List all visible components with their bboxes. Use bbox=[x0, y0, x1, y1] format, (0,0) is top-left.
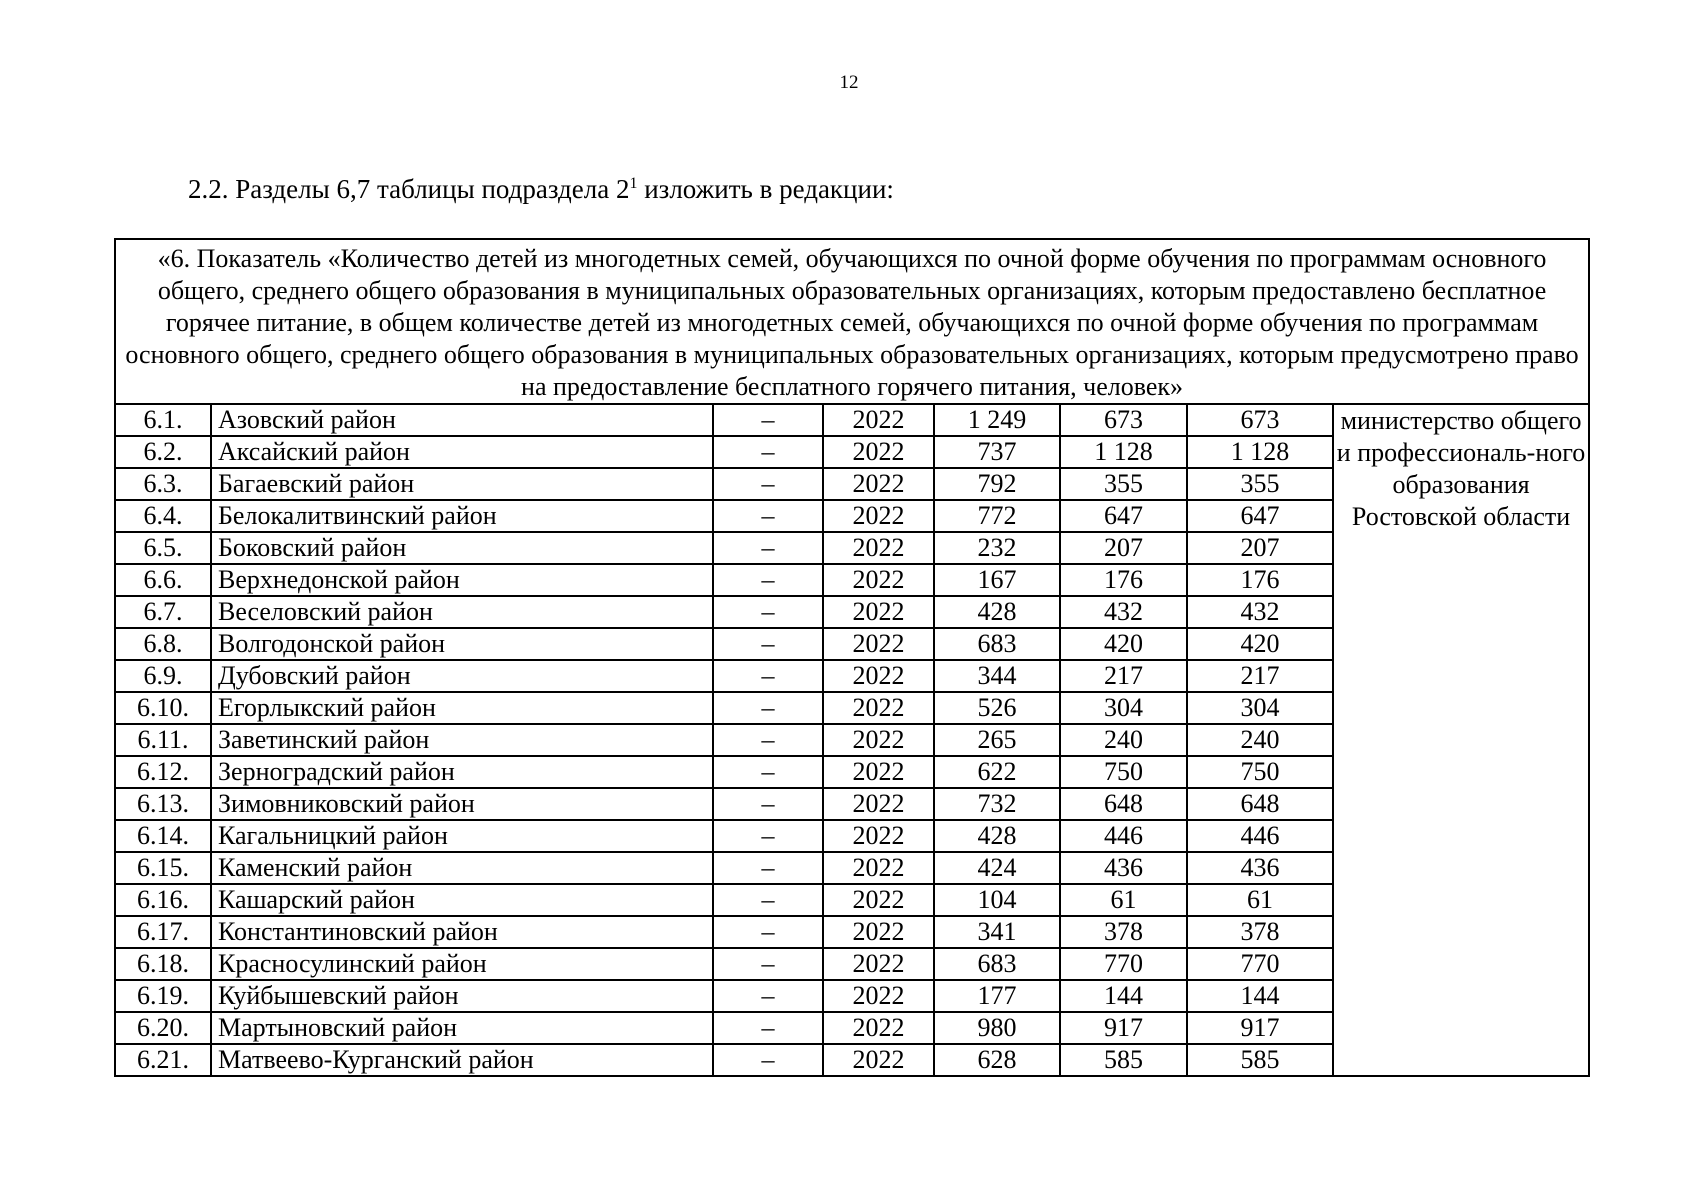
row-number-cell: 6.2. bbox=[115, 436, 211, 468]
value-1-cell: 628 bbox=[934, 1044, 1060, 1076]
row-number-cell: 6.19. bbox=[115, 980, 211, 1012]
value-2-cell: 217 bbox=[1060, 660, 1187, 692]
district-name-cell: Боковский район bbox=[211, 532, 713, 564]
district-name-cell: Матвеево-Курганский район bbox=[211, 1044, 713, 1076]
base-value-cell: – bbox=[713, 596, 823, 628]
value-2-cell: 176 bbox=[1060, 564, 1187, 596]
district-name-cell: Азовский район bbox=[211, 404, 713, 436]
year-cell: 2022 bbox=[823, 500, 934, 532]
district-name-cell: Куйбышевский район bbox=[211, 980, 713, 1012]
value-2-cell: 207 bbox=[1060, 532, 1187, 564]
intro-paragraph bbox=[188, 174, 894, 205]
base-value-cell: – bbox=[713, 884, 823, 916]
value-2-cell: 61 bbox=[1060, 884, 1187, 916]
district-name-cell: Дубовский район bbox=[211, 660, 713, 692]
year-cell: 2022 bbox=[823, 692, 934, 724]
district-name-cell: Кашарский район bbox=[211, 884, 713, 916]
base-value-cell: – bbox=[713, 532, 823, 564]
base-value-cell: – bbox=[713, 468, 823, 500]
value-1-cell: 772 bbox=[934, 500, 1060, 532]
table-body bbox=[115, 239, 1589, 1076]
row-number-cell: 6.16. bbox=[115, 884, 211, 916]
intro-text-end: изложить в редакции: bbox=[637, 174, 894, 204]
base-value-cell: – bbox=[713, 724, 823, 756]
value-2-cell: 432 bbox=[1060, 596, 1187, 628]
row-number-cell: 6.9. bbox=[115, 660, 211, 692]
year-cell: 2022 bbox=[823, 820, 934, 852]
district-name-cell: Зерноградский район bbox=[211, 756, 713, 788]
base-value-cell: – bbox=[713, 948, 823, 980]
value-1-cell: 424 bbox=[934, 852, 1060, 884]
value-2-cell: 446 bbox=[1060, 820, 1187, 852]
value-3-cell: 647 bbox=[1187, 500, 1333, 532]
value-2-cell: 917 bbox=[1060, 1012, 1187, 1044]
value-3-cell: 420 bbox=[1187, 628, 1333, 660]
base-value-cell: – bbox=[713, 788, 823, 820]
district-name-cell: Мартыновский район bbox=[211, 1012, 713, 1044]
year-cell: 2022 bbox=[823, 980, 934, 1012]
value-3-cell: 585 bbox=[1187, 1044, 1333, 1076]
base-value-cell: – bbox=[713, 916, 823, 948]
row-number-cell: 6.13. bbox=[115, 788, 211, 820]
year-cell: 2022 bbox=[823, 884, 934, 916]
row-number-cell: 6.5. bbox=[115, 532, 211, 564]
value-1-cell: 1 249 bbox=[934, 404, 1060, 436]
value-2-cell: 1 128 bbox=[1060, 436, 1187, 468]
base-value-cell: – bbox=[713, 660, 823, 692]
indicator-table bbox=[114, 238, 1590, 1077]
value-3-cell: 61 bbox=[1187, 884, 1333, 916]
intro-text: 2.2. Разделы 6,7 таблицы подраздела 2 bbox=[188, 174, 630, 204]
base-value-cell: – bbox=[713, 1012, 823, 1044]
row-number-cell: 6.7. bbox=[115, 596, 211, 628]
district-name-cell: Кагальницкий район bbox=[211, 820, 713, 852]
value-3-cell: 750 bbox=[1187, 756, 1333, 788]
district-name-cell: Красносулинский район bbox=[211, 948, 713, 980]
year-cell: 2022 bbox=[823, 724, 934, 756]
row-number-cell: 6.3. bbox=[115, 468, 211, 500]
year-cell: 2022 bbox=[823, 948, 934, 980]
district-name-cell: Белокалитвинский район bbox=[211, 500, 713, 532]
value-1-cell: 232 bbox=[934, 532, 1060, 564]
value-3-cell: 673 bbox=[1187, 404, 1333, 436]
value-2-cell: 378 bbox=[1060, 916, 1187, 948]
year-cell: 2022 bbox=[823, 852, 934, 884]
district-name-cell: Веселовский район bbox=[211, 596, 713, 628]
district-name-cell: Волгодонской район bbox=[211, 628, 713, 660]
value-1-cell: 683 bbox=[934, 628, 1060, 660]
row-number-cell: 6.11. bbox=[115, 724, 211, 756]
district-name-cell: Егорлыкский район bbox=[211, 692, 713, 724]
value-1-cell: 622 bbox=[934, 756, 1060, 788]
base-value-cell: – bbox=[713, 436, 823, 468]
value-2-cell: 770 bbox=[1060, 948, 1187, 980]
value-3-cell: 217 bbox=[1187, 660, 1333, 692]
year-cell: 2022 bbox=[823, 404, 934, 436]
value-1-cell: 980 bbox=[934, 1012, 1060, 1044]
district-name-cell: Багаевский район bbox=[211, 468, 713, 500]
value-2-cell: 304 bbox=[1060, 692, 1187, 724]
responsible-authority-cell: министерство общего и профессиональ-ного образования Ростовской области bbox=[1333, 404, 1589, 1076]
value-1-cell: 167 bbox=[934, 564, 1060, 596]
base-value-cell: – bbox=[713, 820, 823, 852]
year-cell: 2022 bbox=[823, 628, 934, 660]
value-1-cell: 428 bbox=[934, 596, 1060, 628]
district-name-cell: Константиновский район bbox=[211, 916, 713, 948]
row-number-cell: 6.10. bbox=[115, 692, 211, 724]
value-1-cell: 344 bbox=[934, 660, 1060, 692]
value-1-cell: 428 bbox=[934, 820, 1060, 852]
value-2-cell: 750 bbox=[1060, 756, 1187, 788]
year-cell: 2022 bbox=[823, 564, 934, 596]
district-name-cell: Верхнедонской район bbox=[211, 564, 713, 596]
value-3-cell: 240 bbox=[1187, 724, 1333, 756]
year-cell: 2022 bbox=[823, 468, 934, 500]
value-3-cell: 770 bbox=[1187, 948, 1333, 980]
value-1-cell: 104 bbox=[934, 884, 1060, 916]
district-name-cell: Аксайский район bbox=[211, 436, 713, 468]
table-header-row bbox=[115, 239, 1589, 404]
value-1-cell: 177 bbox=[934, 980, 1060, 1012]
base-value-cell: – bbox=[713, 980, 823, 1012]
value-3-cell: 648 bbox=[1187, 788, 1333, 820]
base-value-cell: – bbox=[713, 1044, 823, 1076]
value-3-cell: 304 bbox=[1187, 692, 1333, 724]
value-1-cell: 683 bbox=[934, 948, 1060, 980]
row-number-cell: 6.14. bbox=[115, 820, 211, 852]
value-3-cell: 446 bbox=[1187, 820, 1333, 852]
value-3-cell: 144 bbox=[1187, 980, 1333, 1012]
value-2-cell: 436 bbox=[1060, 852, 1187, 884]
intro-superscript: 1 bbox=[629, 175, 638, 192]
row-number-cell: 6.12. bbox=[115, 756, 211, 788]
year-cell: 2022 bbox=[823, 596, 934, 628]
value-2-cell: 420 bbox=[1060, 628, 1187, 660]
page-number: 12 bbox=[839, 72, 859, 93]
base-value-cell: – bbox=[713, 692, 823, 724]
value-3-cell: 917 bbox=[1187, 1012, 1333, 1044]
value-2-cell: 647 bbox=[1060, 500, 1187, 532]
district-name-cell: Зимовниковский район bbox=[211, 788, 713, 820]
year-cell: 2022 bbox=[823, 1044, 934, 1076]
value-1-cell: 737 bbox=[934, 436, 1060, 468]
year-cell: 2022 bbox=[823, 916, 934, 948]
base-value-cell: – bbox=[713, 756, 823, 788]
base-value-cell: – bbox=[713, 500, 823, 532]
base-value-cell: – bbox=[713, 628, 823, 660]
value-3-cell: 1 128 bbox=[1187, 436, 1333, 468]
base-value-cell: – bbox=[713, 404, 823, 436]
year-cell: 2022 bbox=[823, 756, 934, 788]
year-cell: 2022 bbox=[823, 532, 934, 564]
row-number-cell: 6.15. bbox=[115, 852, 211, 884]
value-3-cell: 207 bbox=[1187, 532, 1333, 564]
indicator-header: «6. Показатель «Количество детей из многодетных семей, обучающихся по очной форме обучения по программам основного общего, среднего общего образования в муниципальных образовательных организациях, которым предоставлено бесплатное горячее питание, в общем количестве детей из многодетных семей, обучающихся по очной форме обучения по программам основного общего, среднего общего образования в муниципальных образовательных организациях, которым предусмотрено право на предоставление бесплатного горячего питания, человек» bbox=[115, 239, 1589, 404]
value-1-cell: 732 bbox=[934, 788, 1060, 820]
value-1-cell: 526 bbox=[934, 692, 1060, 724]
value-2-cell: 648 bbox=[1060, 788, 1187, 820]
value-3-cell: 355 bbox=[1187, 468, 1333, 500]
row-number-cell: 6.8. bbox=[115, 628, 211, 660]
base-value-cell: – bbox=[713, 564, 823, 596]
row-number-cell: 6.18. bbox=[115, 948, 211, 980]
value-3-cell: 432 bbox=[1187, 596, 1333, 628]
district-name-cell: Заветинский район bbox=[211, 724, 713, 756]
value-2-cell: 355 bbox=[1060, 468, 1187, 500]
row-number-cell: 6.17. bbox=[115, 916, 211, 948]
value-2-cell: 585 bbox=[1060, 1044, 1187, 1076]
year-cell: 2022 bbox=[823, 660, 934, 692]
year-cell: 2022 bbox=[823, 436, 934, 468]
row-number-cell: 6.20. bbox=[115, 1012, 211, 1044]
value-3-cell: 436 bbox=[1187, 852, 1333, 884]
row-number-cell: 6.4. bbox=[115, 500, 211, 532]
value-2-cell: 673 bbox=[1060, 404, 1187, 436]
value-2-cell: 240 bbox=[1060, 724, 1187, 756]
value-2-cell: 144 bbox=[1060, 980, 1187, 1012]
value-3-cell: 378 bbox=[1187, 916, 1333, 948]
table-row bbox=[115, 404, 1589, 436]
row-number-cell: 6.6. bbox=[115, 564, 211, 596]
value-1-cell: 341 bbox=[934, 916, 1060, 948]
district-name-cell: Каменский район bbox=[211, 852, 713, 884]
value-3-cell: 176 bbox=[1187, 564, 1333, 596]
value-1-cell: 265 bbox=[934, 724, 1060, 756]
year-cell: 2022 bbox=[823, 788, 934, 820]
row-number-cell: 6.1. bbox=[115, 404, 211, 436]
value-1-cell: 792 bbox=[934, 468, 1060, 500]
base-value-cell: – bbox=[713, 852, 823, 884]
row-number-cell: 6.21. bbox=[115, 1044, 211, 1076]
year-cell: 2022 bbox=[823, 1012, 934, 1044]
